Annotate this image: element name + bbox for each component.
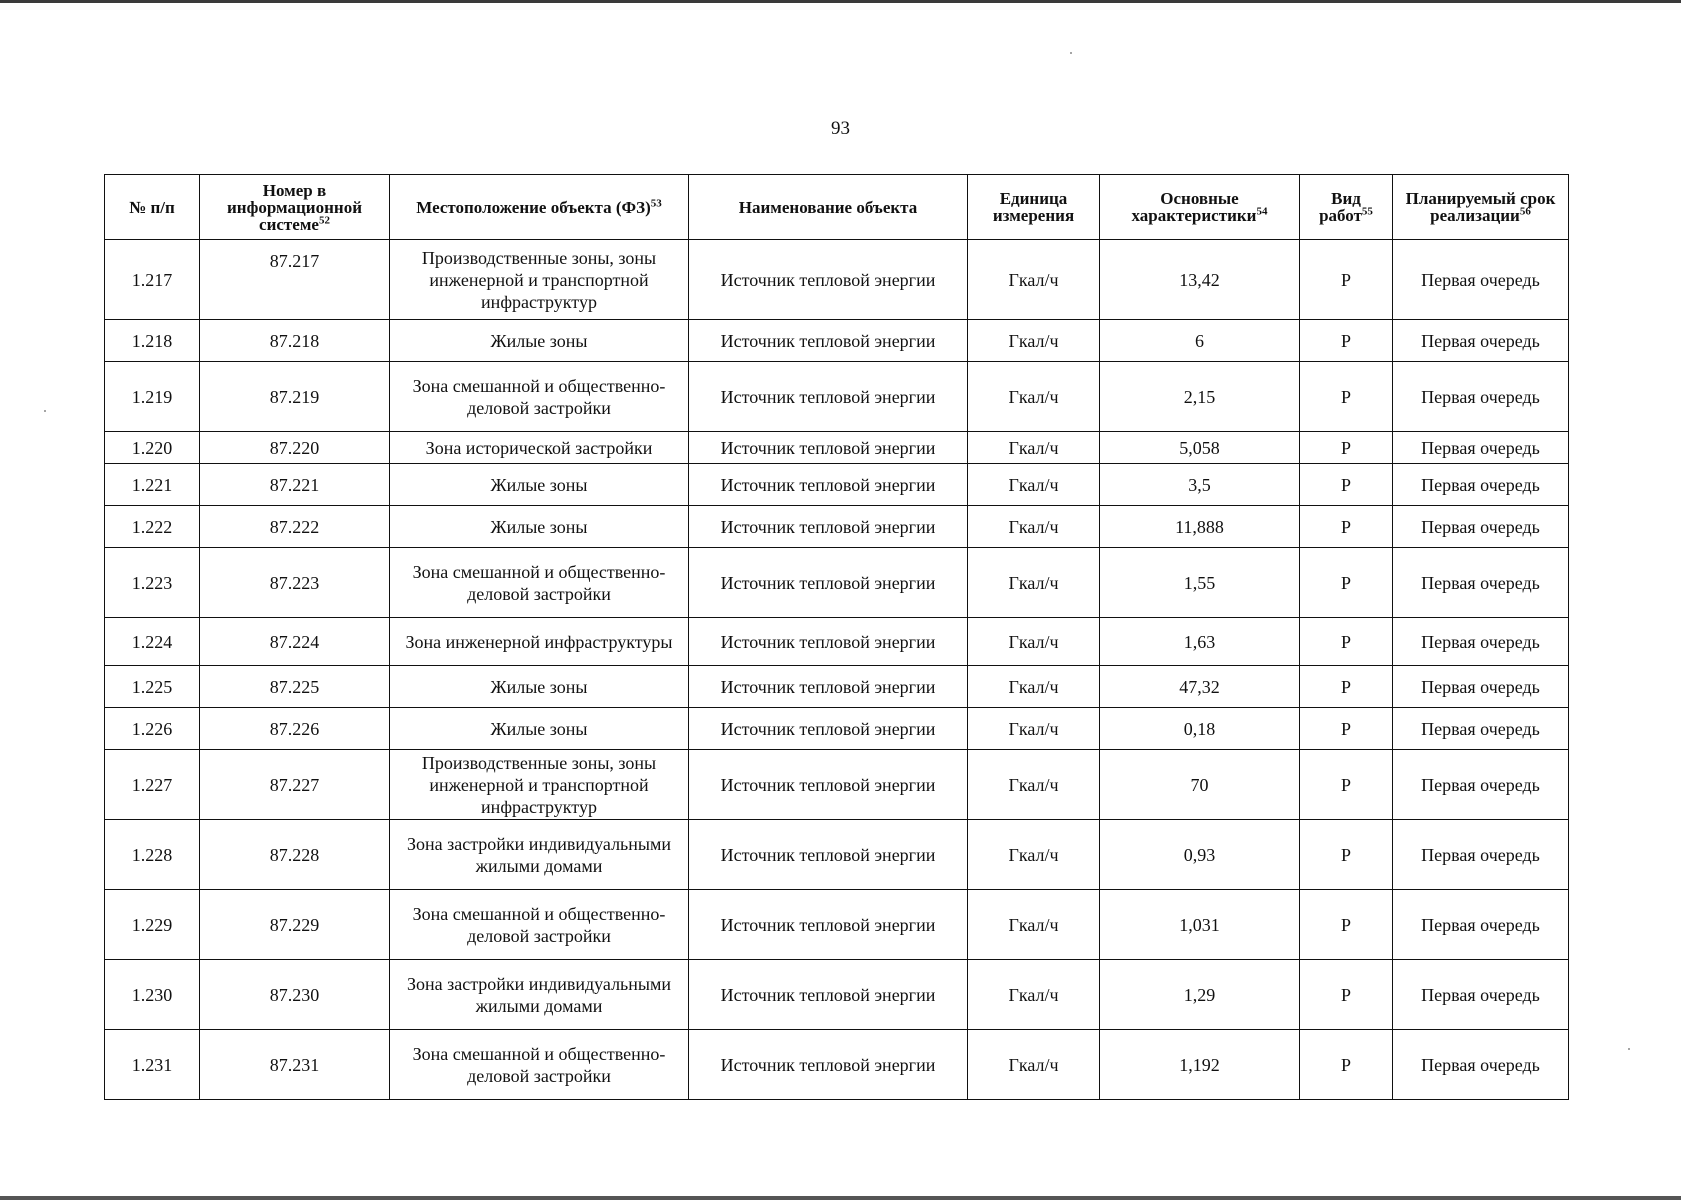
- cell-number: 1.219: [105, 362, 200, 432]
- cell-system-number: 87.225: [200, 666, 390, 708]
- cell-location: Жилые зоны: [390, 708, 689, 750]
- cell-unit: Гкал/ч: [968, 618, 1100, 666]
- cell-location: Зона смешанной и общественно-деловой застройки: [390, 548, 689, 618]
- cell-number: 1.231: [105, 1030, 200, 1100]
- cell-number: 1.223: [105, 548, 200, 618]
- cell-term: Первая очередь: [1393, 464, 1569, 506]
- cell-unit: Гкал/ч: [968, 820, 1100, 890]
- cell-work-type: Р: [1300, 1030, 1393, 1100]
- cell-object-name: Источник тепловой энергии: [689, 506, 968, 548]
- cell-term: Первая очередь: [1393, 708, 1569, 750]
- header-location: Местоположение объекта (ФЗ)$^{53}$: [390, 175, 689, 240]
- cell-system-number: 87.217: [200, 240, 390, 320]
- cell-unit: Гкал/ч: [968, 506, 1100, 548]
- cell-characteristics: 1,29: [1100, 960, 1300, 1030]
- cell-work-type: Р: [1300, 666, 1393, 708]
- cell-work-type: Р: [1300, 432, 1393, 464]
- cell-term: Первая очередь: [1393, 432, 1569, 464]
- cell-object-name: Источник тепловой энергии: [689, 240, 968, 320]
- cell-term: Первая очередь: [1393, 666, 1569, 708]
- cell-term: Первая очередь: [1393, 960, 1569, 1030]
- header-term: Планируемый срок реализации$^{56}$: [1393, 175, 1569, 240]
- cell-system-number: 87.219: [200, 362, 390, 432]
- cell-object-name: Источник тепловой энергии: [689, 548, 968, 618]
- cell-object-name: Источник тепловой энергии: [689, 708, 968, 750]
- cell-system-number: 87.222: [200, 506, 390, 548]
- cell-number: 1.229: [105, 890, 200, 960]
- cell-term: Первая очередь: [1393, 506, 1569, 548]
- cell-location: Зона смешанной и общественно-деловой застройки: [390, 1030, 689, 1100]
- cell-work-type: Р: [1300, 548, 1393, 618]
- cell-system-number: 87.229: [200, 890, 390, 960]
- cell-characteristics: 11,888: [1100, 506, 1300, 548]
- cell-system-number: 87.223: [200, 548, 390, 618]
- header-unit: Единица измерения: [968, 175, 1100, 240]
- cell-work-type: Р: [1300, 320, 1393, 362]
- cell-unit: Гкал/ч: [968, 666, 1100, 708]
- cell-work-type: Р: [1300, 890, 1393, 960]
- cell-term: Первая очередь: [1393, 320, 1569, 362]
- cell-term: Первая очередь: [1393, 750, 1569, 820]
- cell-location: Жилые зоны: [390, 320, 689, 362]
- cell-system-number: 87.221: [200, 464, 390, 506]
- cell-characteristics: 1,192: [1100, 1030, 1300, 1100]
- cell-number: 1.221: [105, 464, 200, 506]
- cell-system-number: 87.231: [200, 1030, 390, 1100]
- table-row: [105, 240, 1569, 320]
- cell-unit: Гкал/ч: [968, 320, 1100, 362]
- cell-number: 1.226: [105, 708, 200, 750]
- cell-work-type: Р: [1300, 750, 1393, 820]
- cell-work-type: Р: [1300, 820, 1393, 890]
- cell-work-type: Р: [1300, 618, 1393, 666]
- header-characteristics: Основные характеристики$^{54}$: [1100, 175, 1300, 240]
- scan-edge-top: [0, 0, 1681, 3]
- cell-term: Первая очередь: [1393, 240, 1569, 320]
- cell-number: 1.220: [105, 432, 200, 464]
- cell-term: Первая очередь: [1393, 548, 1569, 618]
- cell-unit: Гкал/ч: [968, 1030, 1100, 1100]
- scan-speck: [44, 410, 46, 412]
- table-row: [105, 666, 1569, 708]
- cell-system-number: 87.220: [200, 432, 390, 464]
- cell-location: Производственные зоны, зоны инженерной и транспортной инфраструктур: [390, 750, 689, 820]
- cell-object-name: Источник тепловой энергии: [689, 464, 968, 506]
- cell-system-number: 87.227: [200, 750, 390, 820]
- objects-table: [104, 174, 1569, 1100]
- table-row: [105, 548, 1569, 618]
- cell-term: Первая очередь: [1393, 1030, 1569, 1100]
- cell-location: Зона инженерной инфраструктуры: [390, 618, 689, 666]
- cell-work-type: Р: [1300, 506, 1393, 548]
- scan-speck: [1628, 1048, 1630, 1050]
- table-row: [105, 320, 1569, 362]
- cell-characteristics: 13,42: [1100, 240, 1300, 320]
- cell-characteristics: 6: [1100, 320, 1300, 362]
- header-num: № п/п: [105, 175, 200, 240]
- header-work-type: Вид работ$^{55}$: [1300, 175, 1393, 240]
- cell-object-name: Источник тепловой энергии: [689, 890, 968, 960]
- cell-system-number: 87.230: [200, 960, 390, 1030]
- cell-system-number: 87.226: [200, 708, 390, 750]
- page-number: 93: [831, 118, 850, 139]
- cell-term: Первая очередь: [1393, 890, 1569, 960]
- header-system-number: Номер в информационной системе$^{52}$: [200, 175, 390, 240]
- cell-number: 1.217: [105, 240, 200, 320]
- cell-location: Жилые зоны: [390, 666, 689, 708]
- cell-number: 1.230: [105, 960, 200, 1030]
- cell-characteristics: 1,031: [1100, 890, 1300, 960]
- cell-location: Зона исторической застройки: [390, 432, 689, 464]
- cell-unit: Гкал/ч: [968, 960, 1100, 1030]
- cell-term: Первая очередь: [1393, 362, 1569, 432]
- cell-unit: Гкал/ч: [968, 750, 1100, 820]
- cell-characteristics: 47,32: [1100, 666, 1300, 708]
- cell-characteristics: 70: [1100, 750, 1300, 820]
- cell-object-name: Источник тепловой энергии: [689, 432, 968, 464]
- table-row: [105, 708, 1569, 750]
- cell-characteristics: 1,55: [1100, 548, 1300, 618]
- cell-unit: Гкал/ч: [968, 548, 1100, 618]
- cell-location: Зона смешанной и общественно-деловой застройки: [390, 362, 689, 432]
- cell-unit: Гкал/ч: [968, 890, 1100, 960]
- table-row: [105, 960, 1569, 1030]
- cell-location: Жилые зоны: [390, 506, 689, 548]
- scan-speck: [1070, 52, 1072, 54]
- cell-number: 1.224: [105, 618, 200, 666]
- cell-number: 1.228: [105, 820, 200, 890]
- cell-unit: Гкал/ч: [968, 708, 1100, 750]
- cell-location: Жилые зоны: [390, 464, 689, 506]
- cell-work-type: Р: [1300, 960, 1393, 1030]
- cell-location: Зона застройки индивидуальными жилыми домами: [390, 960, 689, 1030]
- cell-work-type: Р: [1300, 464, 1393, 506]
- cell-object-name: Источник тепловой энергии: [689, 362, 968, 432]
- cell-object-name: Источник тепловой энергии: [689, 666, 968, 708]
- cell-system-number: 87.218: [200, 320, 390, 362]
- header-object-name: Наименование объекта: [689, 175, 968, 240]
- cell-work-type: Р: [1300, 362, 1393, 432]
- cell-location: Производственные зоны, зоны инженерной и транспортной инфраструктур: [390, 240, 689, 320]
- table-row: [105, 890, 1569, 960]
- cell-object-name: Источник тепловой энергии: [689, 750, 968, 820]
- table-body: [105, 240, 1569, 1100]
- cell-system-number: 87.224: [200, 618, 390, 666]
- cell-work-type: Р: [1300, 708, 1393, 750]
- cell-characteristics: 5,058: [1100, 432, 1300, 464]
- cell-number: 1.218: [105, 320, 200, 362]
- cell-characteristics: 0,18: [1100, 708, 1300, 750]
- cell-location: Зона застройки индивидуальными жилыми домами: [390, 820, 689, 890]
- table-row: [105, 362, 1569, 432]
- cell-unit: Гкал/ч: [968, 432, 1100, 464]
- cell-unit: Гкал/ч: [968, 362, 1100, 432]
- cell-number: 1.225: [105, 666, 200, 708]
- table-row: [105, 432, 1569, 464]
- cell-characteristics: 0,93: [1100, 820, 1300, 890]
- cell-term: Первая очередь: [1393, 618, 1569, 666]
- table-row: [105, 618, 1569, 666]
- cell-object-name: Источник тепловой энергии: [689, 1030, 968, 1100]
- cell-object-name: Источник тепловой энергии: [689, 320, 968, 362]
- table-row: [105, 506, 1569, 548]
- cell-unit: Гкал/ч: [968, 240, 1100, 320]
- scan-edge-bottom: [0, 1196, 1681, 1200]
- table-row: [105, 464, 1569, 506]
- cell-location: Зона смешанной и общественно-деловой застройки: [390, 890, 689, 960]
- table-row: [105, 1030, 1569, 1100]
- cell-number: 1.227: [105, 750, 200, 820]
- table-row: [105, 750, 1569, 820]
- cell-term: Первая очередь: [1393, 820, 1569, 890]
- table-row: [105, 820, 1569, 890]
- cell-number: 1.222: [105, 506, 200, 548]
- cell-unit: Гкал/ч: [968, 464, 1100, 506]
- cell-object-name: Источник тепловой энергии: [689, 960, 968, 1030]
- table-header: [105, 175, 1569, 240]
- cell-characteristics: 3,5: [1100, 464, 1300, 506]
- cell-object-name: Источник тепловой энергии: [689, 618, 968, 666]
- cell-characteristics: 2,15: [1100, 362, 1300, 432]
- cell-system-number: 87.228: [200, 820, 390, 890]
- cell-object-name: Источник тепловой энергии: [689, 820, 968, 890]
- cell-characteristics: 1,63: [1100, 618, 1300, 666]
- cell-work-type: Р: [1300, 240, 1393, 320]
